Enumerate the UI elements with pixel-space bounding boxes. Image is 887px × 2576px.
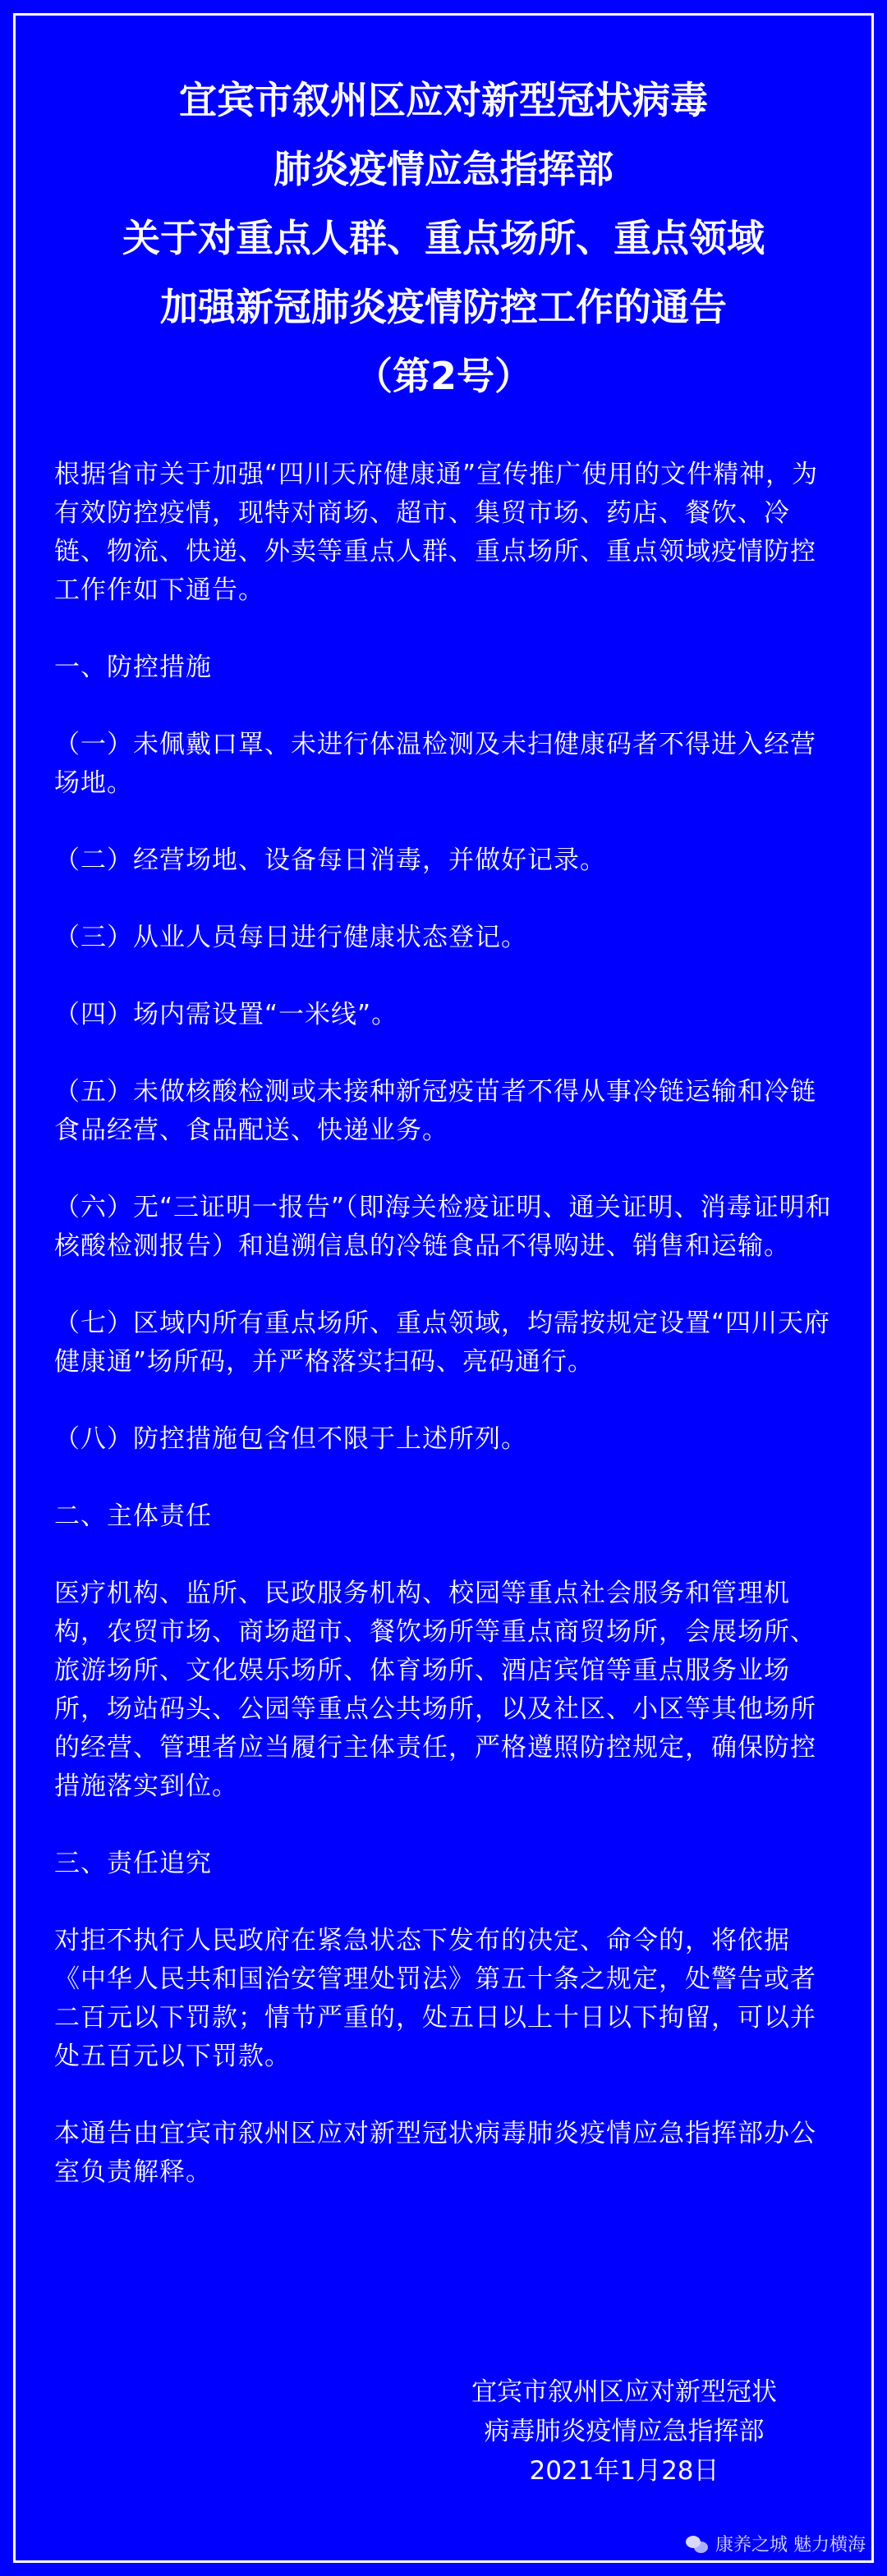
measure-item-3: （三）从业人员每日进行健康状态登记。: [54, 923, 527, 952]
watermark: [686, 2531, 866, 2556]
signature-block: [394, 2372, 854, 2491]
title-line-3: 关于对重点人群、重点场所、重点领域: [122, 216, 765, 260]
signature-date: 2021年1月28日: [529, 2456, 719, 2486]
measure-item-5: （五）未做核酸检测或未接种新冠疫苗者不得从事冷链运输和冷链食品经营、食品配送、快递业务。: [54, 1077, 816, 1145]
accountability-paragraph: 对拒不执行人民政府在紧急状态下发布的决定、命令的，将依据《中华人民共和国治安管理处罚法》第五十条之规定，处警告或者二百元以下罚款；情节严重的，处五日以上十日以下拘留，可以并处五百元以下罚款。: [54, 1926, 816, 2071]
measure-item-1: （一）未佩戴口罩、未进行体温检测及未扫健康码者不得进入经营场地。: [54, 730, 816, 798]
measure-item-8: （八）防控措施包含但不限于上述所列。: [54, 1424, 527, 1454]
intro-paragraph: 根据省市关于加强“四川天府健康通”宣传推广使用的文件精神，为有效防控疫情，现特对商场、超市、集贸市场、药店、餐饮、冷链、物流、快递、外卖等重点人群、重点场所、重点领域疫情防控工作作如下通告。: [54, 460, 819, 605]
title-line-4: 加强新冠肺炎疫情防控工作的通告: [160, 285, 727, 329]
section-heading-measures: 一、防控措施: [54, 653, 212, 682]
section-heading-responsibility: 二、主体责任: [54, 1501, 212, 1531]
title-issue-number: （第2号）: [354, 354, 532, 398]
wechat-icon: [686, 2532, 709, 2555]
section-heading-accountability: 三、责任追究: [54, 1849, 212, 1878]
signature-org-line-1: 宜宾市叙州区应对新型冠状: [471, 2377, 777, 2407]
notice-title: [0, 66, 887, 410]
signature-org-line-2: 病毒肺炎疫情应急指挥部: [484, 2417, 765, 2446]
title-line-2: 肺炎疫情应急指挥部: [273, 147, 614, 191]
responsibility-paragraph: 医疗机构、监所、民政服务机构、校园等重点社会服务和管理机构，农贸市场、商场超市、餐饮场所等重点商贸场所，会展场所、旅游场所、文化娱乐场所、体育场所、酒店宾馆等重点服务业场所，场站码头、公园等重点公共场所，以及社区、小区等其他场所的经营、管理者应当履行主体责任，严格遵照防控规定，确保防控措施落实到位。: [54, 1579, 816, 1801]
notice-body: [54, 456, 834, 2230]
measure-item-2: （二）经营场地、设备每日消毒，并做好记录。: [54, 846, 606, 875]
measure-item-6: （六）无“三证明一报告”（即海关检疫证明、通关证明、消毒证明和核酸检测报告）和追溯信息的冷链食品不得购进、销售和运输。: [54, 1193, 832, 1261]
watermark-text: 康养之城 魅力横海: [715, 2535, 866, 2555]
measure-item-4: （四）场内需设置“一米线”。: [54, 1000, 398, 1029]
interpretation-paragraph: 本通告由宜宾市叙州区应对新型冠状病毒肺炎疫情应急指挥部办公室负责解释。: [54, 2119, 816, 2187]
measure-item-7: （七）区域内所有重点场所、重点领域，均需按规定设置“四川天府健康通”场所码，并严格落实扫码、亮码通行。: [54, 1309, 831, 1377]
title-line-1: 宜宾市叙州区应对新型冠状病毒: [179, 78, 708, 122]
